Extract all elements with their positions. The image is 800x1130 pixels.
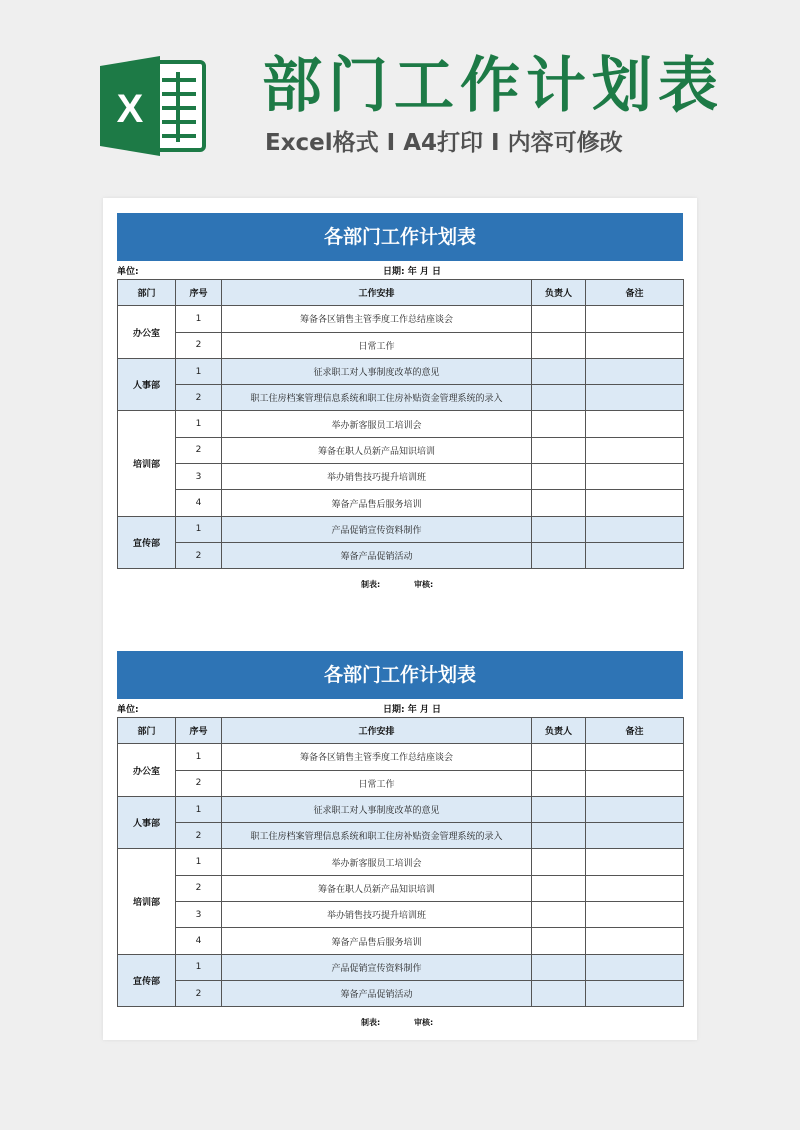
table-row bbox=[118, 902, 684, 928]
remark-cell[interactable] bbox=[586, 542, 684, 568]
unit-label: 单位: bbox=[117, 267, 139, 277]
seq-cell: 1 bbox=[176, 516, 222, 542]
table-row bbox=[118, 849, 684, 875]
task-cell: 筹备产品促销活动 bbox=[222, 542, 532, 568]
sheet-meta bbox=[117, 261, 683, 279]
task-cell: 征求职工对人事制度改革的意见 bbox=[222, 796, 532, 822]
task-cell: 筹备产品售后服务培训 bbox=[222, 928, 532, 954]
seq-cell: 1 bbox=[176, 411, 222, 437]
task-cell: 产品促销宣传资料制作 bbox=[222, 954, 532, 980]
table-header-row bbox=[118, 280, 684, 306]
task-cell: 筹备在职人员新产品知识培训 bbox=[222, 875, 532, 901]
unit-label: 单位: bbox=[117, 705, 139, 715]
task-cell: 日常工作 bbox=[222, 770, 532, 796]
sheet-footer bbox=[117, 1007, 683, 1033]
task-cell: 筹备各区销售主管季度工作总结座谈会 bbox=[222, 744, 532, 770]
reviewer-label: 审核: bbox=[414, 1018, 434, 1028]
table-row bbox=[118, 464, 684, 490]
column-header: 备注 bbox=[586, 280, 684, 306]
plan-table bbox=[117, 717, 684, 1007]
remark-cell[interactable] bbox=[586, 849, 684, 875]
excel-logo-icon bbox=[100, 54, 210, 158]
seq-cell: 2 bbox=[176, 542, 222, 568]
owner-cell[interactable] bbox=[532, 332, 586, 358]
seq-cell: 4 bbox=[176, 490, 222, 516]
seq-cell: 1 bbox=[176, 849, 222, 875]
remark-cell[interactable] bbox=[586, 332, 684, 358]
column-header: 负责人 bbox=[532, 718, 586, 744]
owner-cell[interactable] bbox=[532, 306, 586, 332]
owner-cell[interactable] bbox=[532, 516, 586, 542]
seq-cell: 1 bbox=[176, 954, 222, 980]
owner-cell[interactable] bbox=[532, 770, 586, 796]
task-cell: 举办销售技巧提升培训班 bbox=[222, 902, 532, 928]
seq-cell: 3 bbox=[176, 464, 222, 490]
table-row bbox=[118, 490, 684, 516]
sheet-meta bbox=[117, 699, 683, 717]
owner-cell[interactable] bbox=[532, 823, 586, 849]
table-row bbox=[118, 411, 684, 437]
table-row bbox=[118, 542, 684, 568]
task-cell: 举办新客服员工培训会 bbox=[222, 411, 532, 437]
reviewer-label: 审核: bbox=[414, 580, 434, 590]
dept-cell: 人事部 bbox=[118, 358, 176, 411]
remark-cell[interactable] bbox=[586, 358, 684, 384]
dept-cell: 宣传部 bbox=[118, 516, 176, 569]
remark-cell[interactable] bbox=[586, 954, 684, 980]
table-row bbox=[118, 437, 684, 463]
remark-cell[interactable] bbox=[586, 385, 684, 411]
remark-cell[interactable] bbox=[586, 516, 684, 542]
dept-cell: 培训部 bbox=[118, 849, 176, 954]
seq-cell: 2 bbox=[176, 385, 222, 411]
seq-cell: 1 bbox=[176, 796, 222, 822]
seq-cell: 1 bbox=[176, 744, 222, 770]
remark-cell[interactable] bbox=[586, 928, 684, 954]
dept-cell: 办公室 bbox=[118, 306, 176, 359]
task-cell: 日常工作 bbox=[222, 332, 532, 358]
dept-cell: 人事部 bbox=[118, 796, 176, 849]
remark-cell[interactable] bbox=[586, 490, 684, 516]
owner-cell[interactable] bbox=[532, 849, 586, 875]
owner-cell[interactable] bbox=[532, 928, 586, 954]
table-row bbox=[118, 980, 684, 1006]
logo-letter: X bbox=[116, 87, 144, 131]
seq-cell: 2 bbox=[176, 980, 222, 1006]
column-header: 序号 bbox=[176, 718, 222, 744]
seq-cell: 2 bbox=[176, 875, 222, 901]
owner-cell[interactable] bbox=[532, 744, 586, 770]
date-label: 日期: 年 月 日 bbox=[383, 705, 441, 715]
table-row bbox=[118, 332, 684, 358]
task-cell: 筹备产品售后服务培训 bbox=[222, 490, 532, 516]
column-header: 工作安排 bbox=[222, 718, 532, 744]
remark-cell[interactable] bbox=[586, 744, 684, 770]
remark-cell[interactable] bbox=[586, 823, 684, 849]
remark-cell[interactable] bbox=[586, 796, 684, 822]
owner-cell[interactable] bbox=[532, 411, 586, 437]
page-subtitle: Excel格式 I A4打印 I 内容可修改 bbox=[265, 130, 623, 156]
owner-cell[interactable] bbox=[532, 464, 586, 490]
table-header-row bbox=[118, 718, 684, 744]
sheet-title: 各部门工作计划表 bbox=[117, 651, 683, 699]
column-header: 部门 bbox=[118, 280, 176, 306]
task-cell: 举办销售技巧提升培训班 bbox=[222, 464, 532, 490]
owner-cell[interactable] bbox=[532, 358, 586, 384]
table-row bbox=[118, 875, 684, 901]
owner-cell[interactable] bbox=[532, 954, 586, 980]
remark-cell[interactable] bbox=[586, 875, 684, 901]
task-cell: 职工住房档案管理信息系统和职工住房补贴资金管理系统的录入 bbox=[222, 385, 532, 411]
date-label: 日期: 年 月 日 bbox=[383, 267, 441, 277]
task-cell: 筹备各区销售主管季度工作总结座谈会 bbox=[222, 306, 532, 332]
owner-cell[interactable] bbox=[532, 437, 586, 463]
page-title: 部门工作计划表 bbox=[262, 51, 724, 121]
remark-cell[interactable] bbox=[586, 437, 684, 463]
owner-cell[interactable] bbox=[532, 902, 586, 928]
column-header: 部门 bbox=[118, 718, 176, 744]
table-row bbox=[118, 516, 684, 542]
remark-cell[interactable] bbox=[586, 770, 684, 796]
plan-table bbox=[117, 279, 684, 569]
seq-cell: 3 bbox=[176, 902, 222, 928]
seq-cell: 2 bbox=[176, 437, 222, 463]
remark-cell[interactable] bbox=[586, 902, 684, 928]
maker-label: 制表: bbox=[361, 580, 381, 590]
column-header: 序号 bbox=[176, 280, 222, 306]
sheet-footer bbox=[117, 569, 683, 595]
table-row bbox=[118, 744, 684, 770]
table-row bbox=[118, 954, 684, 980]
task-cell: 筹备在职人员新产品知识培训 bbox=[222, 437, 532, 463]
owner-cell[interactable] bbox=[532, 875, 586, 901]
maker-label: 制表: bbox=[361, 1018, 381, 1028]
remark-cell[interactable] bbox=[586, 464, 684, 490]
owner-cell[interactable] bbox=[532, 796, 586, 822]
column-header: 工作安排 bbox=[222, 280, 532, 306]
sheet-title: 各部门工作计划表 bbox=[117, 213, 683, 261]
owner-cell[interactable] bbox=[532, 542, 586, 568]
remark-cell[interactable] bbox=[586, 411, 684, 437]
remark-cell[interactable] bbox=[586, 306, 684, 332]
plan-sheet bbox=[117, 213, 683, 595]
owner-cell[interactable] bbox=[532, 490, 586, 516]
task-cell: 筹备产品促销活动 bbox=[222, 980, 532, 1006]
table-row bbox=[118, 358, 684, 384]
owner-cell[interactable] bbox=[532, 385, 586, 411]
column-header: 备注 bbox=[586, 718, 684, 744]
plan-sheet bbox=[117, 651, 683, 1033]
seq-cell: 2 bbox=[176, 770, 222, 796]
column-header: 负责人 bbox=[532, 280, 586, 306]
seq-cell: 4 bbox=[176, 928, 222, 954]
task-cell: 职工住房档案管理信息系统和职工住房补贴资金管理系统的录入 bbox=[222, 823, 532, 849]
table-row bbox=[118, 928, 684, 954]
dept-cell: 宣传部 bbox=[118, 954, 176, 1007]
seq-cell: 2 bbox=[176, 823, 222, 849]
owner-cell[interactable] bbox=[532, 980, 586, 1006]
seq-cell: 1 bbox=[176, 306, 222, 332]
dept-cell: 培训部 bbox=[118, 411, 176, 516]
table-row bbox=[118, 770, 684, 796]
task-cell: 产品促销宣传资料制作 bbox=[222, 516, 532, 542]
page-header bbox=[0, 0, 800, 190]
remark-cell[interactable] bbox=[586, 980, 684, 1006]
dept-cell: 办公室 bbox=[118, 744, 176, 797]
task-cell: 征求职工对人事制度改革的意见 bbox=[222, 358, 532, 384]
table-row bbox=[118, 823, 684, 849]
task-cell: 举办新客服员工培训会 bbox=[222, 849, 532, 875]
seq-cell: 2 bbox=[176, 332, 222, 358]
table-row bbox=[118, 306, 684, 332]
table-row bbox=[118, 385, 684, 411]
seq-cell: 1 bbox=[176, 358, 222, 384]
table-row bbox=[118, 796, 684, 822]
